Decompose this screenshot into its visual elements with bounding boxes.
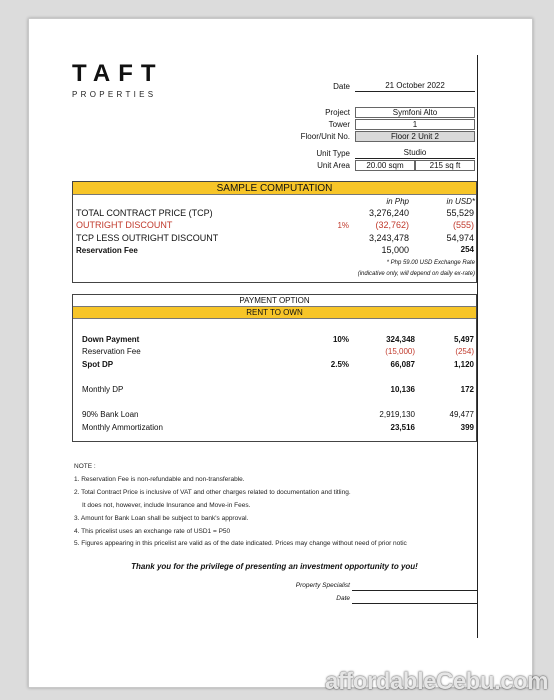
tcp-usd: 55,529: [446, 208, 474, 218]
note-4: 4. This pricelist uses an exchange rate of USD1 = P50: [74, 528, 231, 535]
fx-note: * Php 59.00 USD Exchange Rate: [386, 260, 475, 266]
note-5: 5. Figures appearing in this pricelist are valid as of the date indicated. Prices may change without need of prior notic: [74, 540, 407, 547]
thank-you-message: Thank you for the privilege of presenting an investment opportunity to you!: [131, 562, 418, 571]
note-1: 1. Reservation Fee is non-refundable and non-transferable.: [74, 476, 245, 483]
project-label: Project: [325, 108, 350, 117]
discount-usd: (555): [452, 220, 474, 230]
fx-note-indicative: (indicative only, will depend on daily ex-rate): [357, 271, 475, 277]
spot-dp-php: 66,087: [390, 360, 415, 369]
bank-loan-php: 2,919,130: [379, 410, 415, 419]
payment-option-title: PAYMENT OPTION: [73, 295, 476, 307]
tcp-less-usd: 54,974: [446, 233, 474, 243]
tcp-less-label: TCP LESS OUTRIGHT DISCOUNT: [76, 233, 219, 243]
reservation-fee-label: Reservation Fee: [76, 246, 138, 255]
discount-label: OUTRIGHT DISCOUNT: [76, 220, 173, 230]
down-payment-usd: 5,497: [453, 335, 474, 344]
unit-area-sqft: 215 sq ft: [415, 160, 475, 171]
note-2-continued: It does not, however, include Insurance and Move-in Fees.: [82, 502, 251, 509]
reservation-fee-usd: 254: [460, 245, 474, 254]
bank-loan-usd: 49,477: [449, 410, 474, 419]
payment-reservation-fee-usd: (254): [455, 347, 474, 356]
date-label: Date: [333, 82, 350, 91]
payment-reservation-fee-php: (15,000): [385, 347, 415, 356]
col-usd-header: in USD*: [446, 197, 475, 206]
monthly-amortization-label: Monthly Ammortization: [82, 423, 163, 432]
project-value: Symfoni Alto: [355, 107, 475, 118]
affordablecebu-watermark: affordableCebu.com: [324, 668, 548, 695]
monthly-dp-label: Monthly DP: [82, 385, 124, 394]
signature-date-label: Date: [336, 595, 350, 602]
floor-value: Floor 2 Unit 2: [355, 131, 475, 142]
property-specialist-signature-line: [352, 590, 477, 591]
down-payment-pct: 10%: [332, 335, 349, 344]
down-payment-php: 324,348: [386, 335, 415, 344]
spot-dp-label: Spot DP: [82, 360, 114, 369]
unit-area-label: Unit Area: [317, 161, 350, 170]
col-php-header: in Php: [386, 197, 409, 206]
tcp-php: 3,276,240: [368, 208, 409, 218]
spot-dp-usd: 1,120: [453, 360, 474, 369]
monthly-amortization-usd: 399: [460, 423, 474, 432]
note-2: 2. Total Contract Price is inclusive of VAT and other charges related to documentation and titling.: [74, 489, 351, 496]
discount-pct: 1%: [337, 221, 349, 230]
floor-label: Floor/Unit No.: [300, 132, 350, 141]
monthly-dp-usd: 172: [460, 385, 474, 394]
tcp-less-php: 3,243,478: [368, 233, 409, 243]
monthly-amortization-php: 23,516: [390, 423, 415, 432]
payment-reservation-fee-label: Reservation Fee: [82, 347, 141, 356]
reservation-fee-php: 15,000: [381, 245, 409, 255]
sample-computation-title: SAMPLE COMPUTATION: [73, 182, 476, 195]
notes-heading: NOTE :: [74, 463, 96, 470]
discount-php: (32,762): [375, 220, 409, 230]
bank-loan-label: 90% Bank Loan: [82, 410, 139, 419]
logo-main-text: TAFT: [72, 60, 164, 87]
date-value: 21 October 2022: [355, 81, 475, 92]
unit-type-value: Studio: [355, 148, 475, 159]
sample-computation-box: [72, 181, 477, 283]
tower-label: Tower: [328, 120, 350, 129]
unit-area-sqm: 20.00 sqm: [355, 160, 415, 171]
taft-logo: [72, 62, 164, 99]
down-payment-label: Down Payment: [82, 335, 140, 344]
property-specialist-label: Property Specialist: [295, 582, 350, 589]
spot-dp-pct: 2.5%: [330, 360, 349, 369]
note-3: 3. Amount for Bank Loan shall be subject to bank's approval.: [74, 515, 249, 522]
unit-type-label: Unit Type: [316, 149, 350, 158]
logo-sub-text: PROPERTIES: [72, 90, 157, 99]
payment-option-box: [72, 294, 477, 442]
tower-value: 1: [355, 119, 475, 130]
monthly-dp-php: 10,136: [390, 385, 415, 394]
tcp-label: TOTAL CONTRACT PRICE (TCP): [76, 208, 213, 218]
signature-date-line: [352, 603, 477, 604]
rent-to-own-banner: RENT TO OWN: [73, 307, 476, 319]
right-border-line: [477, 55, 478, 638]
